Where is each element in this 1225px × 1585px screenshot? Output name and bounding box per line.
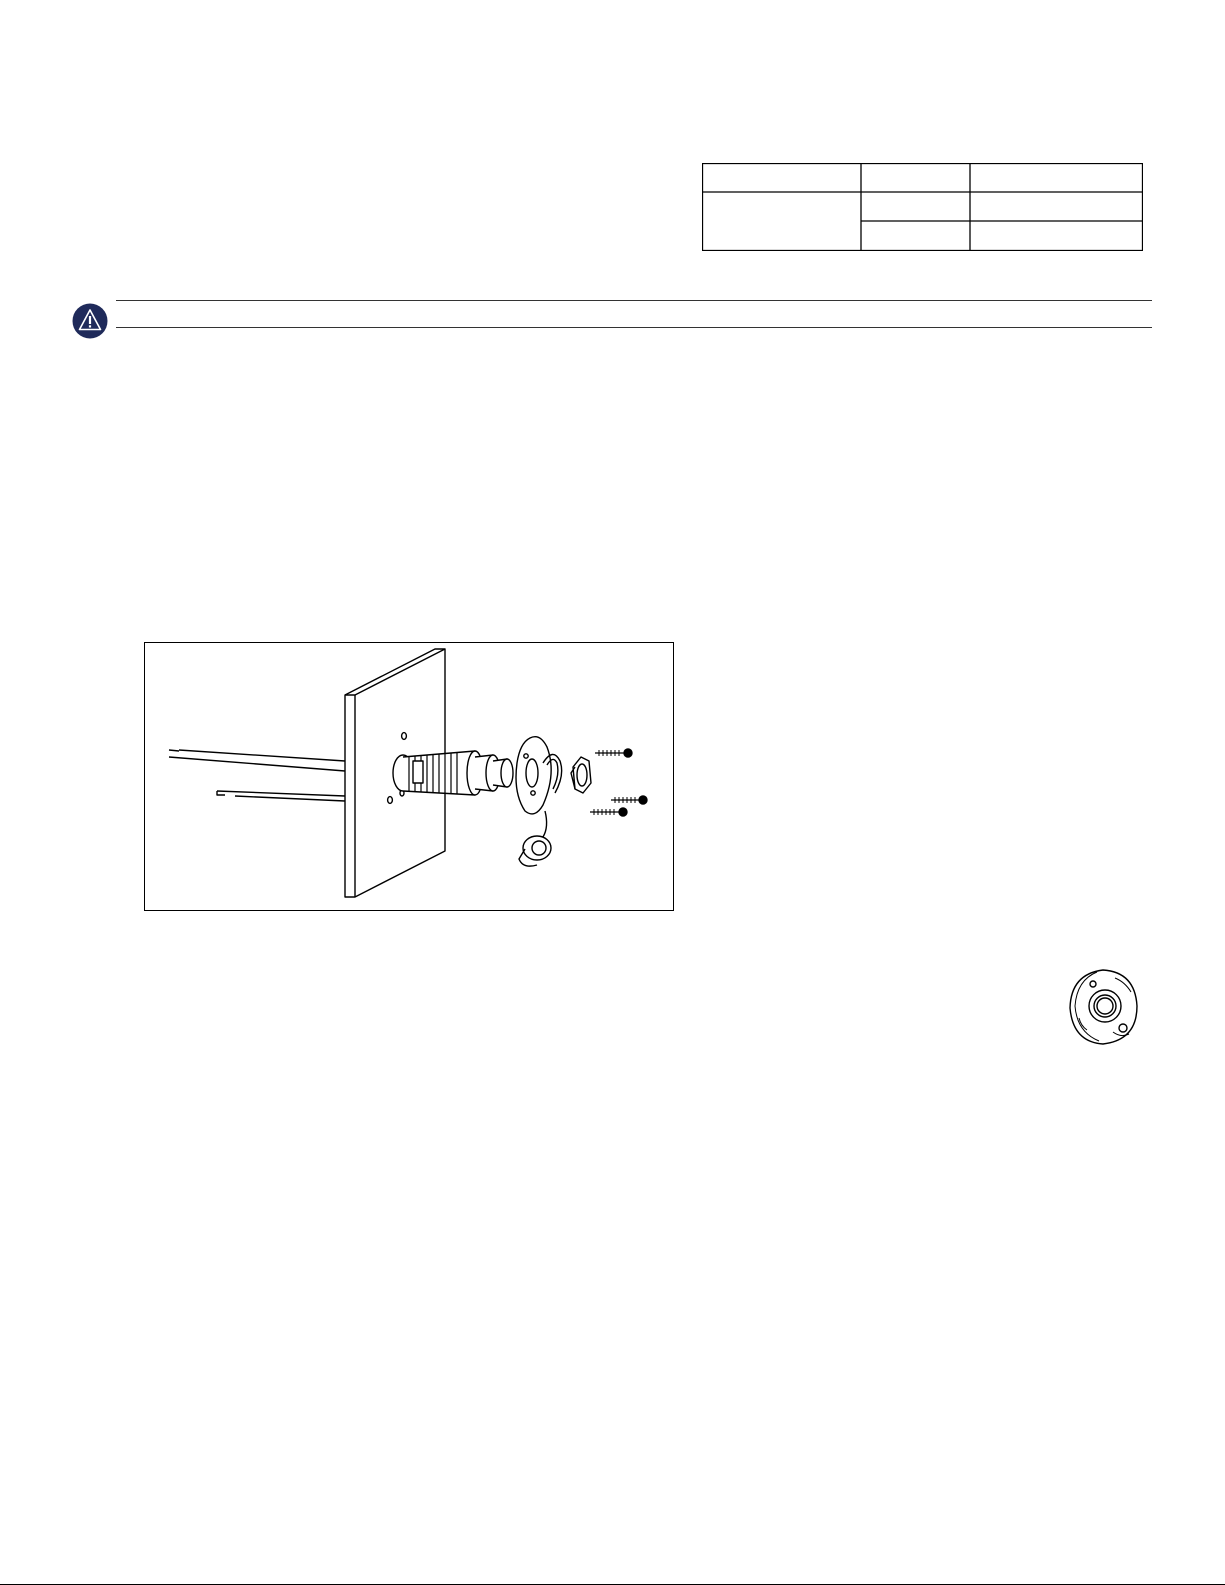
warning-triangle-icon [72,303,108,339]
installation-figure [144,642,674,911]
caution-rule-bottom [116,327,1152,328]
spec-table [702,163,1143,251]
caution-rule-top [116,300,1152,301]
connector-bezel-illustration [1067,968,1139,1048]
